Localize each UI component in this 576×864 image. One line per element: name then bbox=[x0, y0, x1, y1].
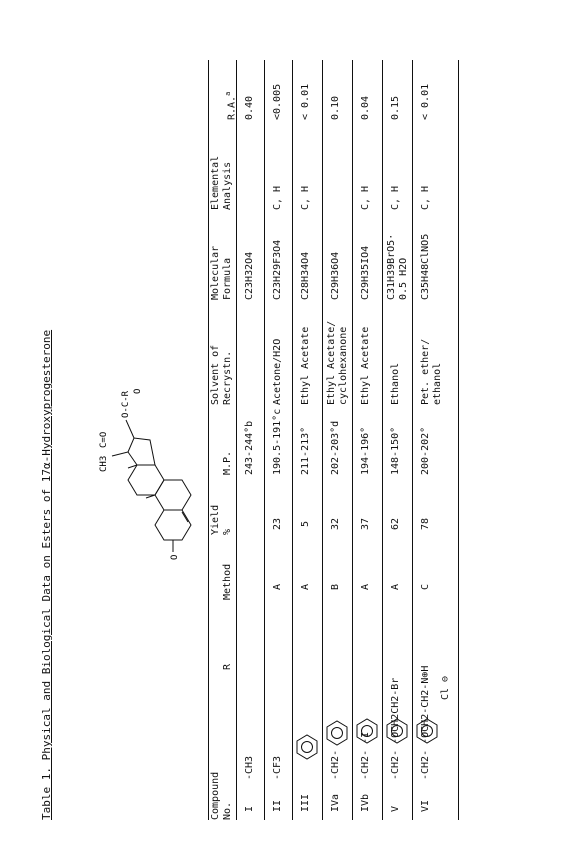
benzene-ring-icon bbox=[325, 720, 349, 746]
bottom-rule bbox=[458, 60, 459, 820]
row-vi-formula: C35H48ClNO5 bbox=[420, 233, 431, 300]
table-caption: Table 1. Physical and Biological Data on Esters of 17α-Hydroxyprogesterone bbox=[40, 329, 53, 820]
row-rule bbox=[292, 60, 293, 820]
row-iii-formula: C28H34O4 bbox=[300, 251, 311, 300]
row-ii-yield: 23 bbox=[272, 517, 283, 530]
row-v-yield: 62 bbox=[390, 517, 401, 530]
row-ii-method: A bbox=[272, 583, 283, 590]
row-iva-method: B bbox=[330, 583, 341, 590]
row-ivb-ra: 0.04 bbox=[360, 95, 371, 120]
row-i-r: -CH3 bbox=[244, 755, 255, 780]
row-i-formula: C23H32O4 bbox=[244, 251, 255, 300]
steroid-structure bbox=[74, 370, 204, 560]
row-iii-analysis: C, H bbox=[300, 185, 311, 210]
row-rule bbox=[382, 60, 383, 820]
row-iva-ra: 0.10 bbox=[330, 95, 341, 120]
row-rule bbox=[352, 60, 353, 820]
row-ii-r: -CF3 bbox=[272, 755, 283, 780]
row-iii-yield: 5 bbox=[300, 520, 311, 527]
row-ii-ra: <0.005 bbox=[272, 83, 283, 120]
row-v-analysis: C, H bbox=[390, 185, 401, 210]
header-rule bbox=[236, 60, 237, 820]
row-v-r: -CH2- -OCH2CH2-Br bbox=[390, 677, 401, 780]
row-i-mp: 243-244°b bbox=[244, 420, 255, 475]
row-iii-mp: 211-213° bbox=[300, 426, 311, 475]
row-ivb-mp: 194-196° bbox=[360, 426, 371, 475]
col-header-mp: M.P. bbox=[222, 450, 233, 475]
row-v-mp: 148-150° bbox=[390, 426, 401, 475]
col-header-analysis: Elemental Analysis bbox=[210, 155, 233, 210]
row-iva-solvent: Ethyl Acetate/ cyclohexanone bbox=[326, 320, 349, 405]
table-block bbox=[40, 40, 470, 820]
row-vi-no: VI bbox=[420, 799, 431, 812]
row-ivb-yield: 37 bbox=[360, 517, 371, 530]
row-vi-yield: 78 bbox=[420, 517, 431, 530]
row-vi-counterion: Cl ⊖ bbox=[440, 675, 451, 700]
row-iva-formula: C29H36O4 bbox=[330, 251, 341, 300]
col-header-ra: R.A.$^a$ bbox=[224, 91, 238, 120]
row-ii-mp: 190.5-191°c bbox=[272, 408, 283, 475]
running-header bbox=[478, 0, 576, 864]
row-iii-ra: < 0.01 bbox=[300, 83, 311, 120]
row-ivb-no: IVb bbox=[360, 793, 371, 812]
col-header-method: Method bbox=[222, 563, 233, 600]
row-iva-no: IVa bbox=[330, 793, 341, 812]
top-rule bbox=[208, 60, 209, 820]
row-iva-yield: 32 bbox=[330, 517, 341, 530]
row-ivb-method: A bbox=[360, 583, 371, 590]
row-ii-solvent: Acetone/H2O bbox=[272, 338, 283, 405]
benzene-ring-icon bbox=[415, 718, 439, 744]
col-header-solvent: Solvent of Recrystn. bbox=[210, 344, 233, 405]
row-iii-method: A bbox=[300, 583, 311, 590]
benzene-ring-icon bbox=[295, 734, 319, 760]
row-iii-no: III bbox=[300, 793, 311, 812]
row-ivb-formula: C29H35IO4 bbox=[360, 245, 371, 300]
row-rule bbox=[264, 60, 265, 820]
row-v-method: A bbox=[390, 583, 401, 590]
col-header-r: R bbox=[222, 663, 233, 670]
row-v-solvent: Ethanol bbox=[390, 362, 401, 405]
ester-oxygen-label: O bbox=[133, 388, 143, 394]
row-ivb-solvent: Ethyl Acetate bbox=[360, 326, 371, 405]
row-rule bbox=[412, 60, 413, 820]
carbonyl-label: C=O bbox=[99, 431, 109, 448]
row-v-formula: C31H39BrO5· 0.5 H2O bbox=[386, 233, 409, 300]
row-iva-mp: 202-203°d bbox=[330, 420, 341, 475]
row-ii-analysis: C, H bbox=[272, 185, 283, 210]
row-vi-ra: < 0.01 bbox=[420, 83, 431, 120]
footnote-mark: a bbox=[224, 91, 232, 96]
row-iii-solvent: Ethyl Acetate bbox=[300, 326, 311, 405]
col-header-yield: Yield % bbox=[210, 504, 233, 535]
row-vi-analysis: C, H bbox=[420, 185, 431, 210]
row-ii-formula: C23H29F3O4 bbox=[272, 239, 283, 300]
col-header-compound: Compound No. bbox=[210, 771, 233, 820]
row-v-ra: 0.15 bbox=[390, 95, 401, 120]
row-vi-mp: 200-202° bbox=[420, 426, 431, 475]
row-vi-solvent: Pet. ether/ ethanol bbox=[420, 338, 443, 405]
row-iva-r: -CH2- bbox=[330, 749, 341, 780]
row-rule bbox=[322, 60, 323, 820]
keto-label: O bbox=[170, 554, 180, 560]
row-v-no: V bbox=[390, 805, 401, 812]
col-header-formula: Molecular Formula bbox=[210, 245, 233, 300]
ch3-label: CH3 bbox=[99, 455, 109, 472]
benzene-ring-icon bbox=[355, 718, 379, 744]
row-i-no: I bbox=[244, 805, 255, 812]
row-ii-no: II bbox=[272, 799, 283, 812]
ester-label: O-C-R bbox=[121, 390, 131, 418]
row-i-ra: 0.40 bbox=[244, 95, 255, 120]
row-ivb-r: -CH2- -I bbox=[360, 731, 371, 780]
benzene-ring-icon bbox=[385, 718, 409, 744]
row-vi-method: C bbox=[420, 583, 431, 590]
row-ivb-analysis: C, H bbox=[360, 185, 371, 210]
row-vi-r: -CH2- -OCH2-CH2-N⊕H bbox=[420, 665, 431, 780]
